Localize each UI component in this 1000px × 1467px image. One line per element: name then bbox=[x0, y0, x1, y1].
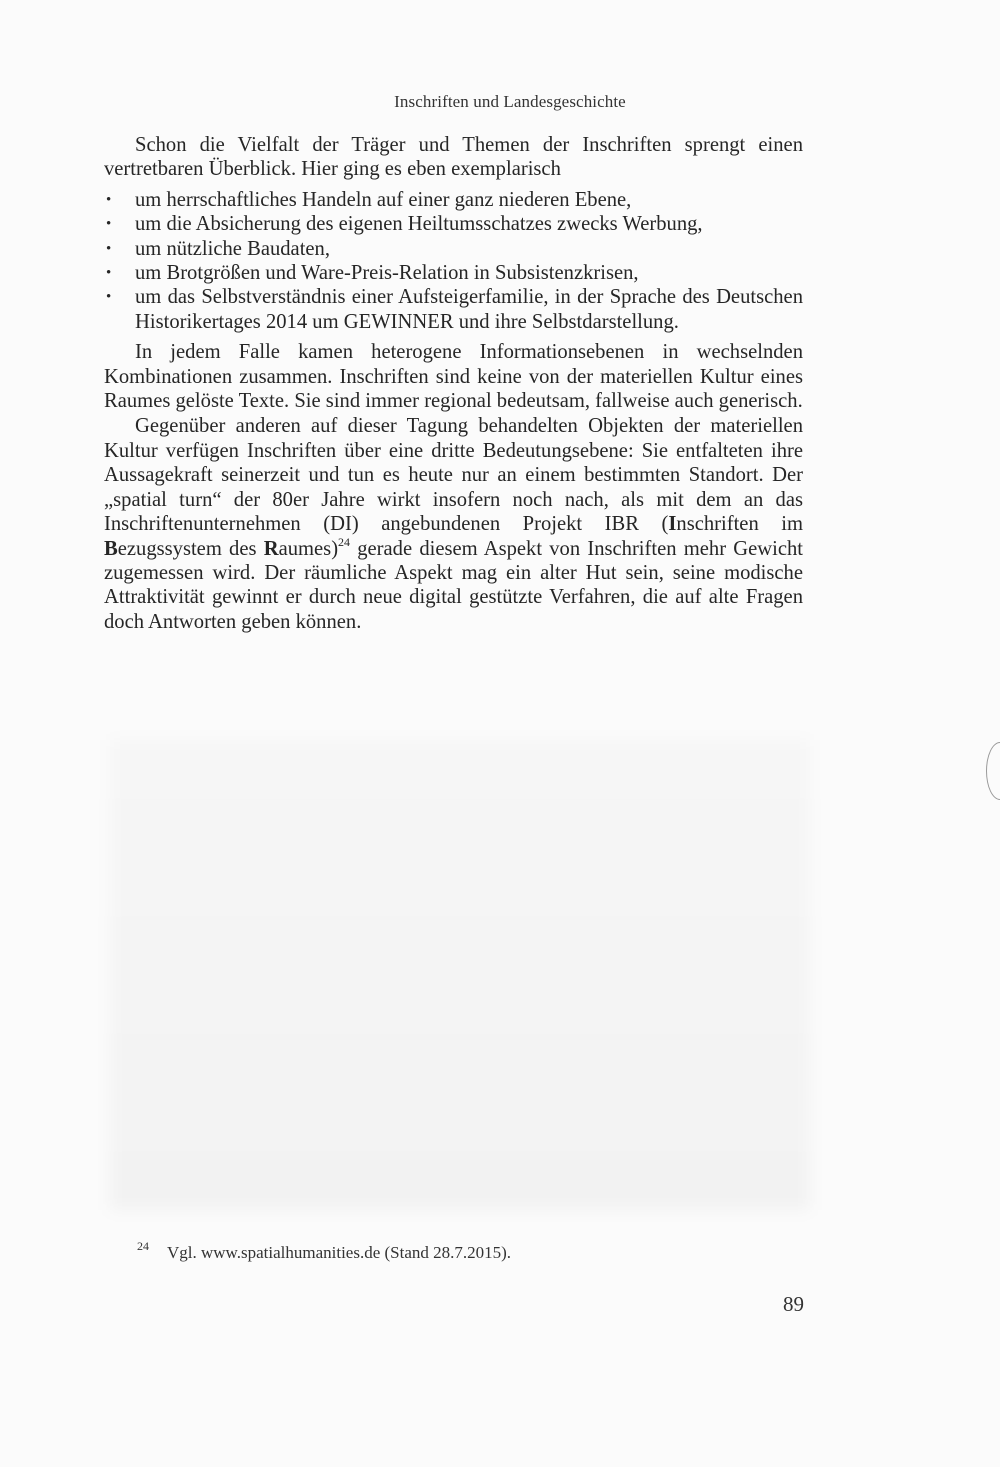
para3-text: Gegenüber anderen auf dieser Tagung behandelten Objekten der materiellen Kultur verfügen Inschriften über eine dritte Bedeutungsebene: Sie entfalteten ihre Aussagekraft seinerzeit und tun es heute nur an einem bestimmten Standort. Der „spatial turn“ der 80er Jahre wirkt insofern noch nach, als mit dem an das Inschriftenunternehmen (DI) angebundenen Projekt IBR ( bbox=[104, 415, 803, 536]
bullet-list bbox=[104, 188, 803, 334]
acronym-letter: B bbox=[104, 537, 118, 560]
bleed-through-shadow bbox=[110, 740, 810, 1210]
list-item: • um Brotgrößen und Ware-Preis-Relation in Subsistenzkrisen, bbox=[104, 261, 803, 285]
footnote-reference: 24 bbox=[338, 534, 351, 549]
binder-hole-mark bbox=[986, 742, 1000, 800]
list-item: • um nützliche Baudaten, bbox=[104, 237, 803, 261]
list-item: • um herrschaftliches Handeln auf einer ganz niederen Ebene, bbox=[104, 188, 803, 212]
running-head: Inschriften und Landesgeschichte bbox=[394, 92, 626, 111]
paragraph-heterogeneous: In jedem Falle kamen heterogene Informationsebenen in wechselnden Kombinationen zusammen. Inschriften sind keine von der materiellen Kultur eines Raumes gelöste Texte. Sie sind immer regional bedeutsam, fallweise auch generisch. bbox=[104, 341, 803, 413]
footnote bbox=[137, 1239, 512, 1263]
footnote-number: 24 bbox=[137, 1239, 149, 1253]
para3-text: ezugssystem des bbox=[117, 537, 264, 560]
list-item: • um die Absicherung des eigenen Heiltumsschatzes zwecks Werbung, bbox=[104, 212, 803, 236]
para3-text: gerade diesem Aspekt von Inschriften mehr Gewicht zugemessen wird. Der räumliche Aspekt mag ein alter Hut sein, seine modische Attraktivität gewinnt er durch neue digital gestützte Verfahren, die auf alte Fragen doch Antworten geben können. bbox=[104, 537, 804, 633]
para3-text: nschriften im bbox=[676, 513, 803, 536]
footnote-text: Vgl. www.spatialhumanities.de (Stand 28.7.2015). bbox=[167, 1243, 512, 1262]
page-number: 89 bbox=[783, 1292, 804, 1316]
acronym-letter: I bbox=[668, 513, 677, 536]
acronym-letter: R bbox=[263, 537, 279, 560]
body-text bbox=[104, 133, 803, 634]
paragraph-spatial-turn bbox=[104, 414, 803, 634]
list-item: • um das Selbstverständnis einer Aufsteigerfamilie, in der Sprache des Deutschen Historikertages 2014 um GEWINNER und ihre Selbstdarstellung. bbox=[104, 285, 803, 334]
intro-paragraph: Schon die Vielfalt der Träger und Themen der Inschriften sprengt einen vertretbaren Überblick. Hier ging es eben exemplarisch bbox=[104, 134, 803, 181]
para3-text: aumes) bbox=[278, 537, 339, 560]
